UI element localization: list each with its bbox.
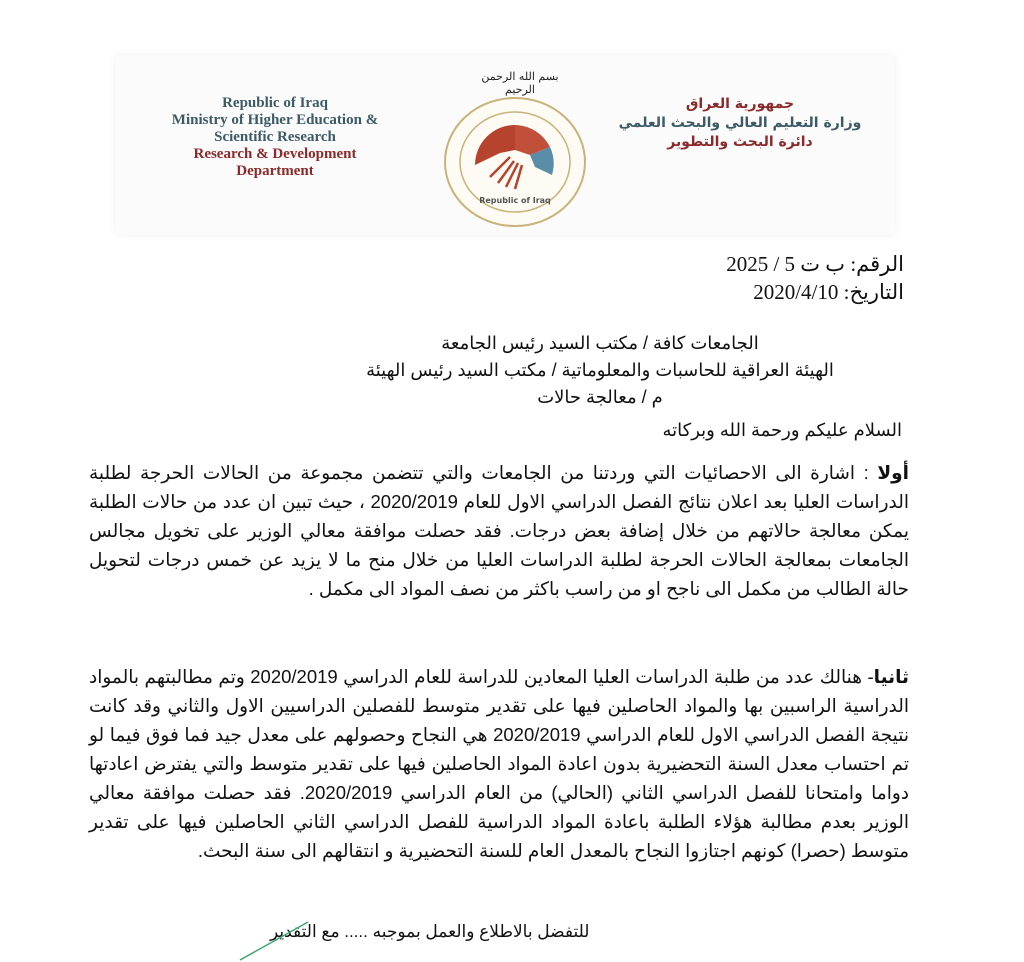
reference-date-label: التاريخ: — [843, 280, 904, 304]
ministry-seal-icon — [440, 95, 590, 230]
signature-stroke-icon — [230, 920, 310, 962]
paragraph-second-lead: ثانيا — [873, 666, 909, 687]
letterhead-english — [140, 95, 410, 180]
ministry-name-en-1: Ministry of Higher Education & — [171, 112, 379, 128]
country-name-ar: جمهورية العراق — [685, 96, 795, 112]
recipient-line-1: الجامعات كافة / مكتب السيد رئيس الجامعة — [441, 333, 759, 353]
reference-date-value: 2020/4/10 — [753, 280, 839, 304]
department-name-en-2: Department — [236, 163, 314, 179]
paragraph-first — [89, 458, 909, 603]
reference-number-value: ب ت 5 / 2025 — [726, 252, 846, 276]
closing-line: للتفضل بالاطلاع والعمل بموجبه ..... مع التقدير — [270, 922, 590, 941]
paragraph-first-separator: : — [855, 462, 878, 483]
paragraph-second-text: هنالك عدد من طلبة الدراسات العليا المعادين للدراسة للعام الدراسي 2020/2019 وتم مطالبتهم بالمواد الدراسية الراسبين بها والمواد الحاصلين فيها على تقدير متوسط للفصلين الدراسيين الاول والثاني وقد كانت نتيجة الفصل الدراسي الاول للعام الدراسي 2020/2019 هي النجاح وحصولهم على معدل جيد فما فوق فيما لو تم احتساب معدل السنة التحضيرية بدون اعادة المواد الحاصلين فيها على تقدير متوسط والتي يفترض اعادتها دواما وامتحانا للفصل الدراسي الثاني (الحالي) من العام الدراسي 2020/2019. فقد حصلت موافقة معالي الوزير بعدم مطالبة هؤلاء الطلبة باعادة المواد الدراسية للفصل الدراسي الثاني الحاصلين فيها على تقدير متوسط (حصرا) كونهم اجتازوا النجاح بالمعدل العام للسنة التحضيرية و انتقالهم الى سنة البحث. — [89, 666, 910, 861]
ministry-name-en-2: Scientific Research — [214, 129, 336, 145]
recipients-block — [300, 330, 900, 411]
reference-number — [726, 250, 904, 278]
seal-inner-text: Republic of Iraq — [479, 196, 551, 205]
basmala: بسم الله الرحمن الرحيم — [481, 70, 559, 96]
country-name-en: Republic of Iraq — [222, 95, 328, 111]
reference-date — [726, 278, 904, 306]
reference-block — [726, 250, 904, 306]
paragraph-second-separator: - — [862, 666, 874, 687]
paragraph-second — [89, 662, 909, 865]
department-name-ar: دائرة البحث والتطوير — [667, 134, 813, 150]
recipient-line-2: الهيئة العراقية للحاسبات والمعلوماتية / مكتب السيد رئيس الهيئة — [366, 360, 834, 380]
letterhead-arabic — [600, 95, 880, 152]
department-name-en-1: Research & Development — [193, 146, 357, 162]
ministry-name-ar: وزارة التعليم العالي والبحث العلمي — [618, 115, 862, 131]
greeting: السلام عليكم ورحمة الله وبركاته — [662, 420, 902, 440]
paragraph-first-text: اشارة الى الاحصائيات التي وردتنا من الجامعات والتي تتضمن مجموعة من الحالات الحرجة لطلبة الدراسات العليا بعد اعلان نتائج الفصل الدراسي الاول للعام 2020/2019 ، حيث تبين ان عدد من حالات الطلبة يمكن معالجة حالاتهم من خلال إضافة بعض درجات. فقد حصلت موافقة معالي الوزير على تخويل مجالس الجامعات بمعالجة الحالات الحرجة لطلبة الدراسات العليا من خلال منح ما لا يزيد عن خمس درجات لتحويل حالة الطالب من مكمل الى ناجح او من راسب باكثر من نصف المواد الى مكمل . — [89, 462, 909, 599]
subject-line: م / معالجة حالات — [537, 387, 663, 407]
reference-number-label: الرقم: — [850, 252, 904, 276]
paragraph-first-lead: أولا — [877, 462, 910, 483]
